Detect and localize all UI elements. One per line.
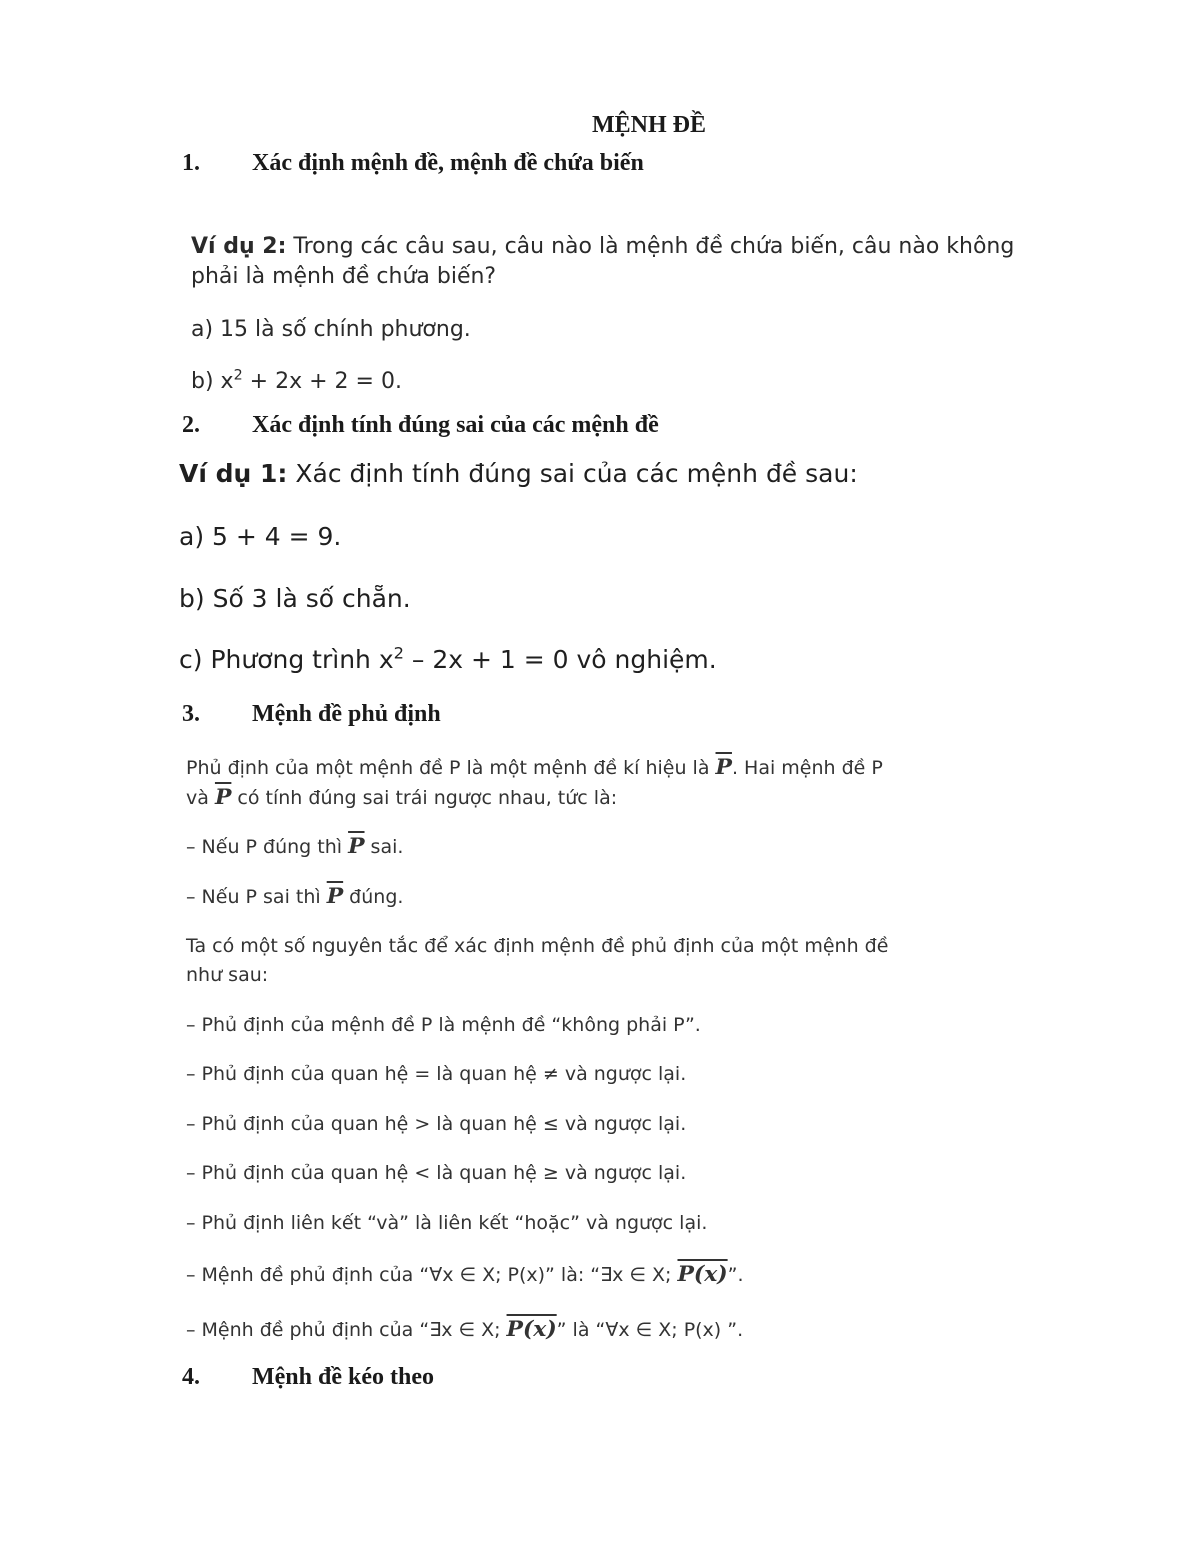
p-bar-symbol: $\overline{P}$: [214, 784, 232, 810]
section-title: Mệnh đề kéo theo: [252, 1364, 434, 1390]
section-number: 4.: [182, 1364, 200, 1390]
section-heading-4: [182, 1364, 434, 1391]
section-number: 1.: [182, 150, 200, 176]
item-text: b) x: [191, 369, 234, 394]
principle-bullet-7: [186, 1315, 743, 1345]
negation-principles-intro: [186, 932, 888, 990]
example-1-question: [179, 459, 858, 488]
negation-rule-2: [186, 882, 403, 912]
text: sai.: [364, 836, 404, 858]
px-bar-symbol: P(x): [506, 1316, 557, 1342]
text: Ta có một số nguyên tắc để xác định mệnh đề phủ định của một mệnh đề: [186, 935, 889, 957]
p-bar-symbol: $\overline{P}$: [348, 833, 365, 859]
text: ”.: [727, 1264, 744, 1286]
negation-rule-1: [186, 832, 403, 862]
px-bar-symbol: P(x): [677, 1261, 728, 1287]
principle-bullet-5: – Phủ định liên kết “và” là liên kết “hoặc” và ngược lại.: [186, 1212, 708, 1234]
question-text-cont: phải là mệnh đề chứa biến?: [191, 264, 497, 289]
principle-bullet-6: [186, 1260, 744, 1290]
section-title: Mệnh đề phủ định: [252, 701, 441, 727]
example-1-item-c: [179, 645, 717, 674]
example-label: Ví dụ 2:: [191, 234, 287, 259]
item-text: + 2x + 2 = 0.: [242, 369, 402, 394]
item-text: c) Phương trình x: [179, 645, 394, 674]
section-number: 3.: [182, 701, 200, 727]
superscript: 2: [233, 367, 243, 384]
text: và: [186, 787, 215, 809]
section-heading-3: [182, 701, 441, 728]
text: . Hai mệnh đề P: [731, 757, 883, 779]
text: – Mệnh đề phủ định của “∃x ∈ X;: [186, 1319, 507, 1341]
question-text: Trong các câu sau, câu nào là mệnh đề chứa biến, câu nào không: [286, 234, 1015, 259]
text: – Nếu P đúng thì: [186, 836, 349, 858]
example-1-item-b: b) Số 3 là số chẵn.: [179, 584, 411, 613]
text: Phủ định của một mệnh đề P là một mệnh đề kí hiệu là: [186, 757, 716, 779]
text: ” là “∀x ∈ X; P(x) ”.: [556, 1319, 744, 1341]
text: như sau:: [186, 964, 269, 986]
principle-bullet-4: – Phủ định của quan hệ < là quan hệ ≥ và ngược lại.: [186, 1162, 687, 1184]
item-text: – 2x + 1 = 0 vô nghiệm.: [403, 645, 717, 674]
section-heading-1: [182, 150, 644, 177]
p-bar-symbol: $\overline{P}$: [715, 754, 732, 780]
text: – Mệnh đề phủ định của “∀x ∈ X; P(x)” là: “∃x ∈ X;: [186, 1264, 678, 1286]
page-title: MỆNH ĐỀ: [592, 112, 706, 138]
example-label: Ví dụ 1:: [179, 459, 288, 488]
section-title: Xác định tính đúng sai của các mệnh đề: [252, 412, 659, 438]
p-bar-symbol: $\overline{P}$: [326, 883, 344, 909]
text: – Nếu P sai thì: [186, 886, 327, 908]
section-heading-2: [182, 412, 659, 439]
superscript: 2: [393, 643, 404, 663]
example-2-item-a: a) 15 là số chính phương.: [191, 317, 471, 342]
example-2-item-b: [191, 367, 402, 397]
text: đúng.: [343, 886, 404, 908]
text: có tính đúng sai trái ngược nhau, tức là:: [231, 787, 618, 809]
principle-bullet-2: – Phủ định của quan hệ = là quan hệ ≠ và ngược lại.: [186, 1063, 687, 1085]
negation-definition: [186, 753, 883, 813]
principle-bullet-1: – Phủ định của mệnh đề P là mệnh đề “không phải P”.: [186, 1014, 701, 1036]
section-number: 2.: [182, 412, 200, 438]
principle-bullet-3: – Phủ định của quan hệ > là quan hệ ≤ và ngược lại.: [186, 1113, 687, 1135]
example-2-question: [191, 232, 1014, 292]
example-1-item-a: a) 5 + 4 = 9.: [179, 522, 342, 551]
question-text: Xác định tính đúng sai của các mệnh đề sau:: [287, 459, 858, 488]
section-title: Xác định mệnh đề, mệnh đề chứa biến: [252, 150, 644, 176]
